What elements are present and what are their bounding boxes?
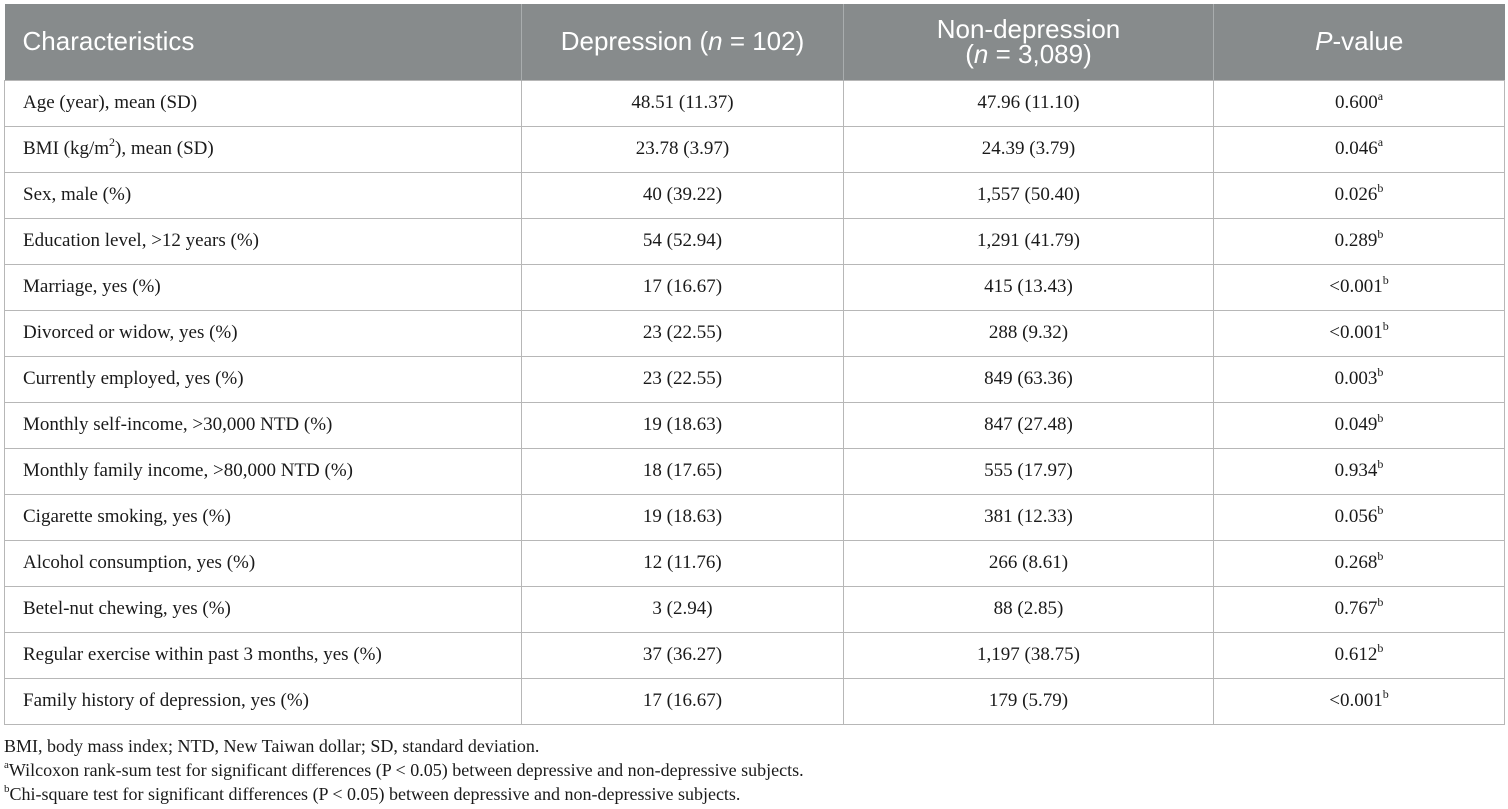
p-value-footnote-mark: b bbox=[1377, 548, 1384, 563]
depression-value: 48.51 (11.37) bbox=[522, 80, 844, 126]
table-row bbox=[5, 586, 1505, 632]
p-value bbox=[1214, 310, 1505, 356]
p-value-number: 0.600 bbox=[1334, 92, 1378, 113]
table-row bbox=[5, 218, 1505, 264]
row-label: Monthly self-income, >30,000 NTD (%) bbox=[5, 402, 522, 448]
p-value bbox=[1214, 172, 1505, 218]
depression-value: 17 (16.67) bbox=[522, 678, 844, 724]
p-value-footnote-mark: b bbox=[1377, 640, 1384, 655]
table-row bbox=[5, 126, 1505, 172]
header-depression-n: n bbox=[708, 26, 723, 57]
table-row bbox=[5, 632, 1505, 678]
depression-value: 19 (18.63) bbox=[522, 402, 844, 448]
non-depression-value: 415 (13.43) bbox=[844, 264, 1214, 310]
p-value-number: 0.934 bbox=[1334, 460, 1378, 481]
row-label: Cigarette smoking, yes (%) bbox=[5, 494, 522, 540]
table-body bbox=[5, 80, 1505, 724]
table-row bbox=[5, 264, 1505, 310]
depression-value: 3 (2.94) bbox=[522, 586, 844, 632]
p-value bbox=[1214, 448, 1505, 494]
table-row bbox=[5, 310, 1505, 356]
p-value bbox=[1214, 126, 1505, 172]
header-non-depression-n: n bbox=[973, 38, 989, 69]
header-non-depression-count: = 3,089) bbox=[988, 38, 1092, 69]
table-row bbox=[5, 494, 1505, 540]
non-depression-value: 1,291 (41.79) bbox=[844, 218, 1214, 264]
depression-value: 23.78 (3.97) bbox=[522, 126, 844, 172]
header-depression-label: Depression ( bbox=[560, 26, 709, 57]
row-label bbox=[5, 126, 522, 172]
header-p-italic: P bbox=[1315, 26, 1333, 57]
footnote-b-text: Chi-square test for significant differences (P < 0.05) between depressive and non-depressive subjects. bbox=[9, 784, 741, 804]
header-non-depression-open: ( bbox=[965, 38, 974, 69]
p-value-footnote-mark: b bbox=[1382, 686, 1389, 701]
p-value bbox=[1214, 218, 1505, 264]
depression-value: 17 (16.67) bbox=[522, 264, 844, 310]
non-depression-value: 849 (63.36) bbox=[844, 356, 1214, 402]
p-value-number: <0.001 bbox=[1329, 690, 1383, 711]
depression-value: 18 (17.65) bbox=[522, 448, 844, 494]
footnote-a-text: Wilcoxon rank-sum test for significant differences (P < 0.05) between depressive and non-depressive subjects. bbox=[8, 760, 804, 780]
non-depression-value: 847 (27.48) bbox=[844, 402, 1214, 448]
non-depression-value: 381 (12.33) bbox=[844, 494, 1214, 540]
non-depression-value: 24.39 (3.79) bbox=[844, 126, 1214, 172]
characteristics-table-container bbox=[4, 4, 1504, 725]
table-row bbox=[5, 172, 1505, 218]
p-value bbox=[1214, 356, 1505, 402]
row-label-superscript: 2 bbox=[109, 134, 116, 149]
table-row bbox=[5, 678, 1505, 724]
p-value-footnote-mark: b bbox=[1377, 502, 1384, 517]
p-value bbox=[1214, 80, 1505, 126]
depression-value: 12 (11.76) bbox=[522, 540, 844, 586]
footnote-a bbox=[4, 758, 804, 782]
p-value-footnote-mark: b bbox=[1377, 410, 1384, 425]
p-value bbox=[1214, 586, 1505, 632]
row-label: Currently employed, yes (%) bbox=[5, 356, 522, 402]
header-depression-count: = 102) bbox=[722, 26, 805, 57]
row-label: Divorced or widow, yes (%) bbox=[5, 310, 522, 356]
depression-value: 23 (22.55) bbox=[522, 310, 844, 356]
p-value-number: <0.001 bbox=[1329, 276, 1383, 297]
p-value-footnote-mark: b bbox=[1382, 318, 1389, 333]
table-header bbox=[5, 4, 1505, 80]
p-value-number: 0.046 bbox=[1334, 138, 1378, 159]
p-value bbox=[1214, 264, 1505, 310]
table-row bbox=[5, 402, 1505, 448]
p-value-footnote-mark: b bbox=[1377, 364, 1384, 379]
table-row bbox=[5, 356, 1505, 402]
p-value-footnote-mark: b bbox=[1377, 594, 1384, 609]
non-depression-value: 179 (5.79) bbox=[844, 678, 1214, 724]
p-value-number: 0.026 bbox=[1334, 184, 1378, 205]
header-non-depression bbox=[844, 4, 1214, 80]
footnote-b bbox=[4, 782, 804, 806]
characteristics-table bbox=[4, 4, 1505, 725]
row-label: Monthly family income, >80,000 NTD (%) bbox=[5, 448, 522, 494]
row-label: Betel-nut chewing, yes (%) bbox=[5, 586, 522, 632]
p-value-footnote-mark: b bbox=[1377, 226, 1384, 241]
table-row bbox=[5, 80, 1505, 126]
depression-value: 23 (22.55) bbox=[522, 356, 844, 402]
non-depression-value: 1,197 (38.75) bbox=[844, 632, 1214, 678]
depression-value: 37 (36.27) bbox=[522, 632, 844, 678]
header-characteristics bbox=[5, 4, 522, 80]
table-row bbox=[5, 448, 1505, 494]
table-footnotes bbox=[4, 734, 804, 806]
p-value-number: <0.001 bbox=[1329, 322, 1383, 343]
p-value-footnote-mark: b bbox=[1377, 180, 1384, 195]
row-label: Alcohol consumption, yes (%) bbox=[5, 540, 522, 586]
row-label: Age (year), mean (SD) bbox=[5, 80, 522, 126]
footnote-a-mark: a bbox=[4, 759, 9, 771]
header-characteristics-text: Characteristics bbox=[22, 26, 195, 57]
p-value-number: 0.049 bbox=[1334, 414, 1378, 435]
depression-value: 40 (39.22) bbox=[522, 172, 844, 218]
p-value-number: 0.056 bbox=[1334, 506, 1378, 527]
p-value bbox=[1214, 678, 1505, 724]
non-depression-value: 266 (8.61) bbox=[844, 540, 1214, 586]
non-depression-value: 47.96 (11.10) bbox=[844, 80, 1214, 126]
p-value-number: 0.767 bbox=[1334, 598, 1378, 619]
non-depression-value: 88 (2.85) bbox=[844, 586, 1214, 632]
row-label-pre: BMI (kg/m bbox=[23, 138, 110, 159]
p-value bbox=[1214, 540, 1505, 586]
row-label: Education level, >12 years (%) bbox=[5, 218, 522, 264]
header-p-rest: -value bbox=[1332, 26, 1404, 57]
depression-value: 54 (52.94) bbox=[522, 218, 844, 264]
p-value-footnote-mark: b bbox=[1377, 456, 1384, 471]
p-value bbox=[1214, 632, 1505, 678]
footnote-abbreviations: BMI, body mass index; NTD, New Taiwan dollar; SD, standard deviation. bbox=[4, 736, 540, 756]
row-label: Regular exercise within past 3 months, yes (%) bbox=[5, 632, 522, 678]
row-label: Marriage, yes (%) bbox=[5, 264, 522, 310]
p-value-number: 0.268 bbox=[1334, 552, 1378, 573]
p-value-number: 0.289 bbox=[1334, 230, 1378, 251]
non-depression-value: 555 (17.97) bbox=[844, 448, 1214, 494]
p-value-number: 0.003 bbox=[1334, 368, 1378, 389]
header-p-value bbox=[1214, 4, 1505, 80]
p-value-footnote-mark: a bbox=[1377, 134, 1384, 149]
header-depression bbox=[522, 4, 844, 80]
non-depression-value: 288 (9.32) bbox=[844, 310, 1214, 356]
p-value-footnote-mark: a bbox=[1377, 88, 1384, 103]
depression-value: 19 (18.63) bbox=[522, 494, 844, 540]
p-value bbox=[1214, 402, 1505, 448]
row-label: Family history of depression, yes (%) bbox=[5, 678, 522, 724]
footnote-b-mark: b bbox=[4, 783, 10, 795]
p-value bbox=[1214, 494, 1505, 540]
non-depression-value: 1,557 (50.40) bbox=[844, 172, 1214, 218]
table-row bbox=[5, 540, 1505, 586]
p-value-number: 0.612 bbox=[1334, 644, 1378, 665]
row-label-post: ), mean (SD) bbox=[115, 138, 214, 159]
row-label: Sex, male (%) bbox=[5, 172, 522, 218]
header-non-depression-label: Non-depression bbox=[936, 13, 1121, 44]
p-value-footnote-mark: b bbox=[1382, 272, 1389, 287]
header-row bbox=[5, 4, 1505, 80]
